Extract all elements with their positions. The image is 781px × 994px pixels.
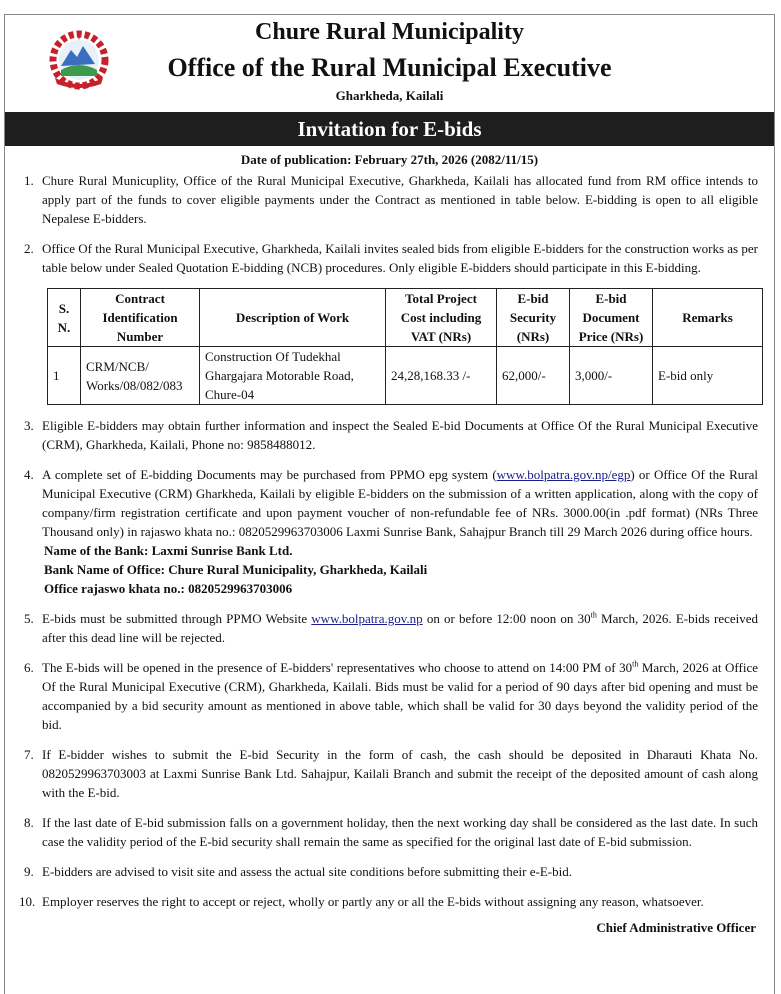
signatory-title: Chief Administrative Officer bbox=[596, 920, 756, 935]
clause-7 bbox=[5, 745, 774, 802]
clause-text: March, 2026 at Office Of the Rural Municipal Executive (CRM), Gharkheda, Kailali. Bids must be valid for a period of 90 days after bid opening and must be accompanied by a bid security amount as mentioned in above table, which shall be valid for 30 days beyond the validity period of the bid. bbox=[42, 660, 758, 732]
header-doc-price: E-bid Document Price (NRs) bbox=[570, 289, 653, 347]
contract-table bbox=[47, 288, 763, 405]
clause-text: E-bids must be submitted through PPMO Website bbox=[42, 611, 312, 626]
clause-text: Eligible E-bidders may obtain further information and inspect the Sealed E-bid Documents at Office Of the Rural Municipal Executive (CRM), Gharkheda, Kailali, Phone no: 9858488012. bbox=[42, 418, 758, 452]
clause-10 bbox=[5, 892, 774, 911]
office-location: Gharkheda, Kailali bbox=[335, 88, 444, 103]
clause-text: Employer reserves the right to accept or reject, wholly or partly any or all the E-bids without assigning any reason, whatsoever. bbox=[42, 894, 704, 909]
ordinal-suffix: th bbox=[632, 659, 639, 669]
clause-number: 5. bbox=[24, 611, 34, 626]
clause-4 bbox=[5, 465, 774, 598]
clause-text: A complete set of E-bidding Documents may be purchased from PPMO epg system ( bbox=[42, 467, 497, 482]
publication-date: Date of publication: February 27th, 2026 (2082/11/15) bbox=[240, 152, 539, 167]
clause-6 bbox=[5, 658, 774, 734]
clause-number: 8. bbox=[24, 815, 34, 830]
bank-office-name: Bank Name of Office: Chure Rural Municipality, Gharkheda, Kailali bbox=[44, 562, 428, 577]
office-name: Office of the Rural Municipal Executive bbox=[167, 53, 612, 82]
clause-1 bbox=[5, 171, 774, 228]
clause-number: 9. bbox=[24, 864, 34, 879]
clause-number: 10. bbox=[19, 894, 36, 909]
bank-name: Name of the Bank: Laxmi Sunrise Bank Ltd. bbox=[44, 543, 293, 558]
clause-number: 3. bbox=[24, 418, 34, 433]
cell-doc-price: 3,000/- bbox=[570, 347, 653, 405]
clause-text: ) or Office Of the Rural Municipal Executive (CRM) Gharkheda, Kailali by eligible E-bidders on the submission of a written application, along with the copy of company/firm registration certificate and upon payment voucher of non-refundable fee of NRs. 3000.00(in .pdf format) (NRs Three Thousand only) in rajaswo khata no.: 0820529963703006 Laxmi Sunrise Bank, Sahajpur Branch till 29 March 2026 during office hours. bbox=[42, 467, 758, 539]
clause-text: on or before 12:00 noon on 30 bbox=[422, 611, 591, 626]
clause-number: 1. bbox=[24, 173, 34, 188]
clause-text: The E-bids will be opened in the presence of E-bidders' representatives who choose to attend on 14:00 PM of 30 bbox=[42, 660, 633, 675]
clause-text: Office Of the Rural Municipal Executive, Gharkheda, Kailali invites sealed bids from eligible E-bidders for the construction works as per table below under Sealed Quotation E-bidding (NCB) procedures. Only eligible E-bidders should participate in this E-bidding. bbox=[42, 241, 758, 275]
cell-contract-id: CRM/NCB/ Works/08/082/083 bbox=[81, 347, 200, 405]
notice-title: Invitation for E-bids bbox=[5, 112, 774, 146]
clause-text: E-bidders are advised to visit site and assess the actual site conditions before submitting their e-E-bid. bbox=[42, 864, 572, 879]
clause-8 bbox=[5, 813, 774, 851]
cell-cost: 24,28,168.33 /- bbox=[386, 347, 497, 405]
cell-security: 62,000/- bbox=[497, 347, 570, 405]
header-cost: Total Project Cost including VAT (NRs) bbox=[386, 289, 497, 347]
header-contract-id: Contract Identification Number bbox=[81, 289, 200, 347]
ordinal-suffix: th bbox=[590, 610, 597, 620]
municipality-name: Chure Rural Municipality bbox=[255, 19, 524, 45]
header-sn: S. N. bbox=[48, 289, 81, 347]
notice-page bbox=[4, 14, 775, 994]
clause-3 bbox=[5, 416, 774, 454]
clause-number: 7. bbox=[24, 747, 34, 762]
clause-text: Chure Rural Municuplity, Office of the Rural Municipal Executive, Gharkheda, Kailali has allocated fund from RM office intends to apply part of the funds to cover eligible payments under the Contract as mentioned in table below. E-bidding is open to all eligible Nepalese E-bidders. bbox=[42, 173, 758, 226]
header-description: Description of Work bbox=[200, 289, 386, 347]
clause-number: 6. bbox=[24, 660, 34, 675]
cell-description: Construction Of Tudekhal Ghargajara Motorable Road, Chure-04 bbox=[200, 347, 386, 405]
clause-5 bbox=[5, 609, 774, 647]
header-remarks: Remarks bbox=[653, 289, 763, 347]
clause-text: March, 2026. E-bids received after this dead line will be rejected. bbox=[42, 611, 759, 645]
table-row bbox=[48, 347, 763, 405]
letterhead bbox=[5, 15, 774, 111]
khata-number: Office rajaswo khata no.: 0820529963703006 bbox=[44, 581, 293, 596]
bolpatra-link[interactable]: www.bolpatra.gov.np bbox=[311, 611, 423, 626]
header-security: E-bid Security (NRs) bbox=[497, 289, 570, 347]
clause-number: 2. bbox=[24, 241, 34, 256]
cell-remarks: E-bid only bbox=[653, 347, 763, 405]
table-header-row bbox=[48, 289, 763, 347]
clause-2 bbox=[5, 239, 774, 277]
clause-text: If E-bidder wishes to submit the E-bid Security in the form of cash, the cash should be deposited in Dharauti Khata No. 0820529963703003 at Laxmi Sunrise Bank Ltd. Sahajpur, Kailali Branch and submit the receipt of the deposited amount of cash along with the E-bid. bbox=[42, 747, 758, 800]
clause-9 bbox=[5, 862, 774, 881]
clause-text: If the last date of E-bid submission falls on a government holiday, then the next working day shall be considered as the last date. In such case the validity period of the E-bid security shall remain the same as specified for the original last date of E-bid submission. bbox=[42, 815, 758, 849]
cell-sn: 1 bbox=[48, 347, 81, 405]
egp-link[interactable]: www.bolpatra.gov.np/egp bbox=[496, 467, 631, 482]
clause-number: 4. bbox=[24, 467, 34, 482]
